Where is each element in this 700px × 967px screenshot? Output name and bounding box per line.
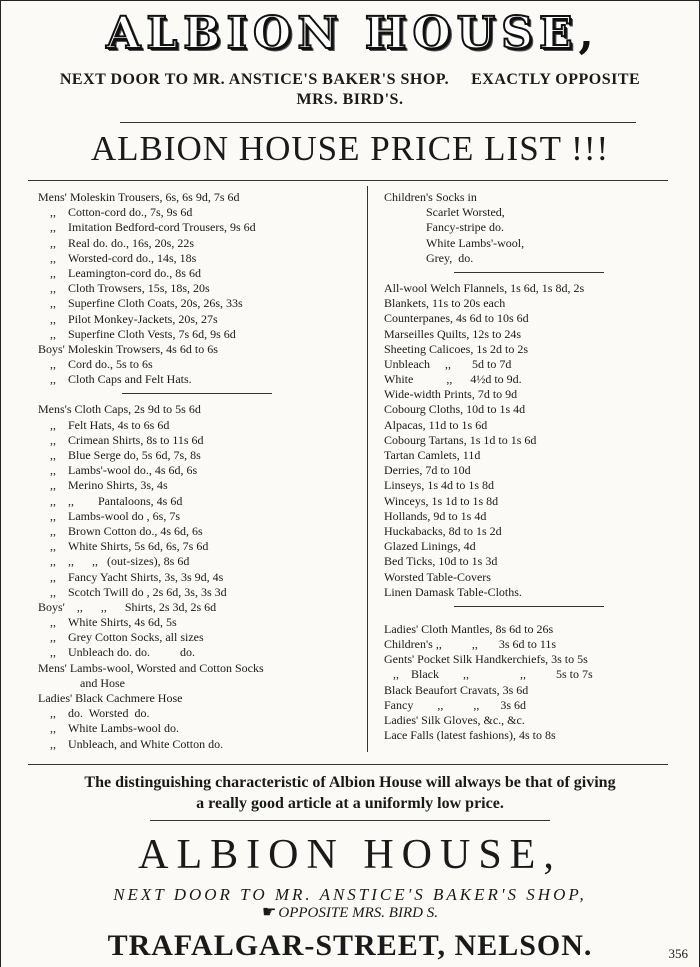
list-item-text: White Shirts, 4s 6d, 5s <box>68 615 177 630</box>
list-item: Ladies' Cloth Mantles, 8s 6d to 26s <box>384 621 554 636</box>
list-item-text: Superfine Cloth Vests, 7s 6d, 9s 6d <box>68 326 236 341</box>
list-item-text: Blue Serge do, 5s 6d, 7s, 8s <box>68 448 201 462</box>
ditto-mark: ,, <box>50 357 56 372</box>
list-item: Counterpanes, 4s 6d to 10s 6d <box>384 311 529 326</box>
list-item <box>38 494 356 509</box>
list-item: Tartan Camlets, 11d <box>384 448 481 462</box>
list-item <box>38 691 356 706</box>
pointing-hand-icon: ☛ <box>262 904 277 921</box>
ditto-mark: ,, <box>50 736 56 751</box>
list-item: All-wool Welch Flannels, 1s 6d, 1s 8d, 2s <box>384 280 585 295</box>
list-item: Fancy-stripe do. <box>426 220 504 235</box>
list-item <box>38 220 356 235</box>
list-item: Cobourg Cloths, 10d to 1s 4d <box>384 402 526 417</box>
list-item <box>38 372 356 387</box>
characteristic-line1: The distinguishing characteristic of Albion House will always be that of giving <box>84 774 616 791</box>
list-item: Fancy ,, ,, 3s 6d <box>384 697 526 712</box>
list-item: Worsted Table-Covers <box>384 569 491 584</box>
list-item <box>38 661 356 676</box>
list-item: Children's ,, ,, 3s 6d to 11s <box>384 637 557 652</box>
list-item-text: Cord do., 5s to 6s <box>68 357 153 372</box>
footer-street: TRAFALGAR-STREET, NELSON. <box>107 929 593 962</box>
ditto-mark: ,, <box>50 235 56 250</box>
list-item <box>38 600 356 615</box>
list-item-text: Fancy Yacht Shirts, 3s, 3s 9d, 4s <box>68 569 224 584</box>
ditto-mark: ,, <box>50 630 56 645</box>
list-item-text: Felt Hats, 4s to 6s 6d <box>68 417 170 432</box>
list-item-text: Mens' Lambs-wool, Worsted and Cotton Socks <box>38 660 264 675</box>
title-rule-bottom <box>28 180 668 181</box>
list-item-text: Lambs-wool do , 6s, 7s <box>68 508 180 523</box>
ditto-mark: ,, <box>50 432 56 447</box>
list-item-text: Mens' Moleskin Trousers, 6s, 6s 9d, 7s 6d <box>38 190 240 204</box>
list-item: Scarlet Worsted, <box>426 205 505 220</box>
list-item-text: Boys' Moleskin Trowsers, 4s 6d to 6s <box>38 341 218 356</box>
list-item-text: Ladies' Black Cachmere Hose <box>38 691 183 705</box>
list-item <box>38 433 356 448</box>
list-item-text: and Hose <box>80 675 125 690</box>
list-item <box>38 554 356 569</box>
list-item-text: Cotton-cord do., 7s, 9s 6d <box>68 205 193 220</box>
subtitle-part2: EXACTLY OPPOSITE <box>471 71 641 88</box>
list-item: Wide-width Prints, 7d to 9d <box>384 387 518 402</box>
ditto-mark: ,, <box>50 645 56 660</box>
list-item-text: Pilot Monkey-Jackets, 20s, 27s <box>68 311 218 326</box>
subtitle-part1: NEXT DOOR TO MR. ANSTICE'S BAKER'S SHOP. <box>59 71 450 88</box>
list-item <box>38 342 356 357</box>
ditto-mark: ,, <box>50 706 56 721</box>
column-divider <box>367 186 368 752</box>
list-item <box>38 190 356 205</box>
list-item <box>38 402 356 417</box>
list-item <box>38 266 356 281</box>
list-item <box>38 357 356 372</box>
list-item: Glazed Linings, 4d <box>384 539 476 554</box>
list-item <box>38 236 356 251</box>
list-item <box>38 327 356 342</box>
list-item: Linen Damask Table-Cloths. <box>384 584 522 599</box>
list-item <box>38 706 356 721</box>
ditto-mark: ,, <box>50 508 56 523</box>
list-item-text: Merino Shirts, 3s, 4s <box>68 478 168 493</box>
list-item <box>38 737 356 752</box>
list-item-text: Brown Cotton do., 4s 6d, 6s <box>68 523 203 538</box>
list-item-text: Lambs'-wool do., 4s 6d, 6s <box>68 463 198 478</box>
list-item <box>38 418 356 433</box>
list-item: Gents' Pocket Silk Handkerchiefs, 3s to 5s <box>384 652 588 667</box>
characteristic-statement <box>20 772 680 814</box>
section-divider <box>122 393 272 394</box>
list-item <box>38 630 356 645</box>
ditto-mark: ,, <box>50 493 56 508</box>
ditto-mark: ,, <box>50 569 56 584</box>
list-item-text: ,, Pantaloons, 4s 6d <box>68 493 183 508</box>
list-item <box>38 205 356 220</box>
list-item-text: Real do. do., 16s, 20s, 22s <box>68 235 194 250</box>
list-item-text: Grey Cotton Socks, all sizes <box>68 630 204 645</box>
list-item-text: Mens's Cloth Caps, 2s 9d to 5s 6d <box>38 402 201 417</box>
list-item <box>38 676 356 691</box>
list-item <box>38 448 356 463</box>
ditto-mark: ,, <box>50 281 56 296</box>
ditto-mark: ,, <box>50 523 56 538</box>
ditto-mark: ,, <box>50 417 56 432</box>
ditto-mark: ,, <box>50 448 56 462</box>
list-item: Sheeting Calicoes, 1s 2d to 2s <box>384 341 528 356</box>
section-divider <box>454 272 604 273</box>
ditto-mark: ,, <box>50 584 56 599</box>
left-column <box>38 190 356 752</box>
masthead-comma: , <box>578 8 594 59</box>
list-item: Hollands, 9d to 1s 4d <box>384 508 487 523</box>
list-item: Winceys, 1s 1d to 1s 8d <box>384 493 499 508</box>
list-item: White Lambs'-wool, <box>426 235 525 250</box>
footer-store-name: ALBION HOUSE, <box>138 832 562 878</box>
subtitle <box>30 70 670 110</box>
ditto-mark: ,, <box>50 478 56 493</box>
spacer <box>384 615 674 622</box>
subtitle-part3: MRS. BIRD'S. <box>296 91 404 108</box>
list-item-text: Imitation Bedford-cord Trousers, 9s 6d <box>68 220 256 235</box>
list-item: Grey, do. <box>426 250 474 265</box>
ditto-mark: ,, <box>50 311 56 326</box>
page-number: 356 <box>668 946 688 961</box>
list-item <box>38 281 356 296</box>
list-item-text: Unbleach, and White Cotton do. <box>68 736 224 751</box>
ditto-mark: ,, <box>50 539 56 554</box>
footer-opposite-text: OPPOSITE MRS. BIRD S. <box>278 905 438 921</box>
list-item <box>38 721 356 736</box>
list-item: Alpacas, 11d to 1s 6d <box>384 417 488 432</box>
ditto-mark: ,, <box>50 615 56 630</box>
list-item: Cobourg Tartans, 1s 1d to 1s 6d <box>384 432 537 447</box>
price-list-title: ALBION HOUSE PRICE LIST !!! <box>90 129 610 168</box>
list-item: Linseys, 1s 4d to 1s 8d <box>384 478 495 493</box>
page-border-top <box>0 0 700 1</box>
ditto-mark: ,, <box>50 205 56 220</box>
list-item <box>38 615 356 630</box>
ditto-mark: ,, <box>50 265 56 280</box>
ditto-mark: ,, <box>50 372 56 387</box>
footer-opposite <box>0 903 700 923</box>
list-item-text: Scotch Twill do , 2s 6d, 3s, 3s 3d <box>68 584 227 599</box>
list-item-text: Worsted-cord do., 14s, 18s <box>68 250 197 265</box>
list-item: Blankets, 11s to 20s each <box>384 296 506 311</box>
list-item: Derries, 7d to 10d <box>384 463 471 478</box>
list-item <box>38 509 356 524</box>
list-item-text: Unbleach do. do. do. <box>68 645 195 660</box>
list-item <box>38 585 356 600</box>
list-item-text: Cloth Trowsers, 15s, 18s, 20s <box>68 281 210 296</box>
footer-address: NEXT DOOR TO MR. ANSTICE'S BAKER'S SHOP, <box>113 885 587 904</box>
characteristic-rule-top <box>28 764 668 765</box>
right-column <box>384 190 674 743</box>
list-item <box>38 539 356 554</box>
characteristic-rule-bottom <box>150 820 550 821</box>
masthead-text: ALBION HOUSE <box>106 8 579 59</box>
list-item-text: Boys' ,, ,, Shirts, 2s 3d, 2s 6d <box>38 599 217 614</box>
list-item <box>38 524 356 539</box>
list-item <box>38 463 356 478</box>
ditto-mark: ,, <box>50 721 56 736</box>
list-item <box>38 312 356 327</box>
section-divider <box>454 606 604 607</box>
ditto-mark: ,, <box>50 250 56 265</box>
ditto-mark: ,, <box>50 554 56 569</box>
list-item-text: Superfine Cloth Coats, 20s, 26s, 33s <box>68 296 243 311</box>
socks-heading: Children's Socks in <box>384 190 477 204</box>
list-item: Bed Ticks, 10d to 1s 3d <box>384 554 498 569</box>
list-item-text: Cloth Caps and Felt Hats. <box>68 372 192 387</box>
list-item: Unbleach ,, 5d to 7d <box>384 356 512 371</box>
list-item <box>38 645 356 660</box>
list-item-text: Leamington-cord do., 8s 6d <box>68 265 201 280</box>
list-item <box>38 251 356 266</box>
ditto-mark: ,, <box>50 326 56 341</box>
list-item-text: do. Worsted do. <box>68 706 150 721</box>
list-item-text: White Lambs-wool do. <box>68 721 179 736</box>
list-item <box>38 296 356 311</box>
list-item: Marseilles Quilts, 12s to 24s <box>384 326 521 341</box>
list-item: Ladies' Silk Gloves, &c., &c. <box>384 713 525 727</box>
list-item <box>38 570 356 585</box>
list-item: White ,, 4½d to 9d. <box>384 372 522 387</box>
list-item-text: White Shirts, 5s 6d, 6s, 7s 6d <box>68 539 209 554</box>
title-rule-top <box>120 122 636 123</box>
ditto-mark: ,, <box>50 463 56 478</box>
masthead-title <box>0 10 700 58</box>
characteristic-line2: a really good article at a uniformly low price. <box>196 795 504 812</box>
list-item-text: ,, ,, (out-sizes), 8s 6d <box>68 554 190 569</box>
list-item: Black Beaufort Cravats, 3s 6d <box>384 682 529 697</box>
list-item: Lace Falls (latest fashions), 4s to 8s <box>384 728 556 743</box>
ditto-mark: ,, <box>50 296 56 311</box>
ditto-mark: ,, <box>50 220 56 235</box>
list-item <box>38 478 356 493</box>
list-item: ,, Black ,, ,, 5s to 7s <box>384 667 593 682</box>
list-item-text: Crimean Shirts, 8s to 11s 6d <box>68 432 204 447</box>
list-item: Huckabacks, 8d to 1s 2d <box>384 523 502 538</box>
